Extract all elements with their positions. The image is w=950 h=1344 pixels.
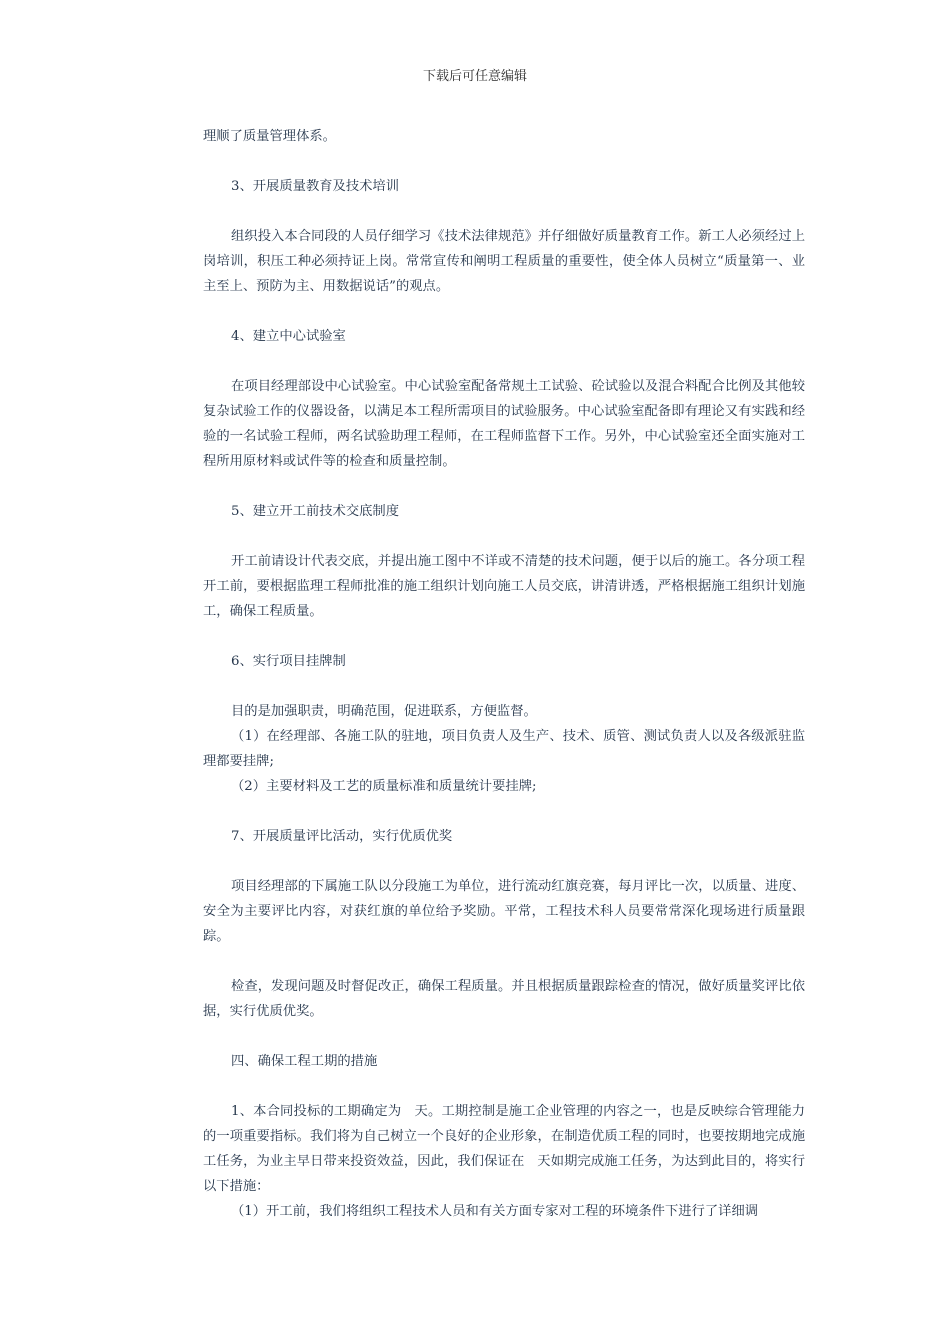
page-header: 下载后可任意编辑 xyxy=(422,69,527,84)
document-body xyxy=(203,124,805,1224)
spacer xyxy=(203,524,805,549)
spacer xyxy=(203,674,805,699)
paragraph-competition: 项目经理部的下属施工队以分段施工为单位，进行流动红旗竞赛，每月评比一次，以质量、进度、安全为主要评比内容，对获红旗的单位给予奖励。平常，工程技术科人员要常常深化现场进行质量跟踪。 xyxy=(203,879,805,944)
spacer xyxy=(203,849,805,874)
spacer xyxy=(203,149,805,174)
paragraph-signage: 目的是加强职责，明确范围，促进联系，方便监督。 xyxy=(231,704,537,719)
spacer xyxy=(203,299,805,324)
paragraph-intro: 理顺了质量管理体系。 xyxy=(203,129,336,144)
spacer xyxy=(203,624,805,649)
paragraph-training: 组织投入本合同段的人员仔细学习《技术法律规范》并仔细做好质量教育工作。新工人必须经过上岗培训，积压工种必须持证上岗。常常宣传和阐明工程质量的重要性，使全体人员树立“质量第一、业主至上、预防为主、用数据说话”的观点。 xyxy=(203,229,805,294)
spacer xyxy=(203,474,805,499)
paragraph-signage-item-1: （1）在经理部、各施工队的驻地，项目负责人及生产、技术、质管、测试负责人以及各级派驻监理都要挂牌; xyxy=(203,729,805,769)
spacer xyxy=(203,949,805,974)
heading-3: 3、开展质量教育及技术培训 xyxy=(231,179,400,194)
spacer xyxy=(203,1074,805,1099)
heading-section-4: 四、确保工程工期的措施 xyxy=(231,1054,378,1069)
paragraph-signage-item-2: （2）主要材料及工艺的质量标准和质量统计要挂牌; xyxy=(231,779,537,794)
heading-4: 4、建立中心试验室 xyxy=(231,329,346,344)
paragraph-lab: 在项目经理部设中心试验室。中心试验室配备常规土工试验、砼试验以及混合料配合比例及其他较复杂试验工作的仪器设备，以满足本工程所需项目的试验服务。中心试验室配备即有理论又有实践和经验的一名试验工程师，两名试验助理工程师，在工程师监督下工作。另外，中心试验室还全面实施对工程所用原材料或试件等的检查和质量控制。 xyxy=(203,379,805,469)
heading-6: 6、实行项目挂牌制 xyxy=(231,654,346,669)
spacer xyxy=(203,349,805,374)
paragraph-schedule: 1、本合同投标的工期确定为 天。工期控制是施工企业管理的内容之一，也是反映综合管理能力的一项重要指标。我们将为自己树立一个良好的企业形象，在制造优质工程的同时，也要按期地完成施工任务，为业主早日带来投资效益，因此，我们保证在 天如期完成施工任务，为达到此目的，将实行以下措施： xyxy=(203,1104,805,1194)
spacer xyxy=(203,1024,805,1049)
heading-7: 7、开展质量评比活动，实行优质优奖 xyxy=(231,829,453,844)
paragraph-inspection: 检查，发现问题及时督促改正，确保工程质量。并且根据质量跟踪检查的情况，做好质量奖评比依据，实行优质优奖。 xyxy=(203,979,805,1019)
spacer xyxy=(203,199,805,224)
spacer xyxy=(203,799,805,824)
paragraph-briefing: 开工前请设计代表交底，并提出施工图中不详或不清楚的技术问题，便于以后的施工。各分项工程开工前，要根据监理工程师批准的施工组织计划向施工人员交底，讲清讲透，严格根据施工组织计划施工，确保工程质量。 xyxy=(203,554,805,619)
paragraph-schedule-item-1: （1）开工前，我们将组织工程技术人员和有关方面专家对工程的环境条件下进行了详细调 xyxy=(231,1204,759,1219)
heading-5: 5、建立开工前技术交底制度 xyxy=(231,504,400,519)
